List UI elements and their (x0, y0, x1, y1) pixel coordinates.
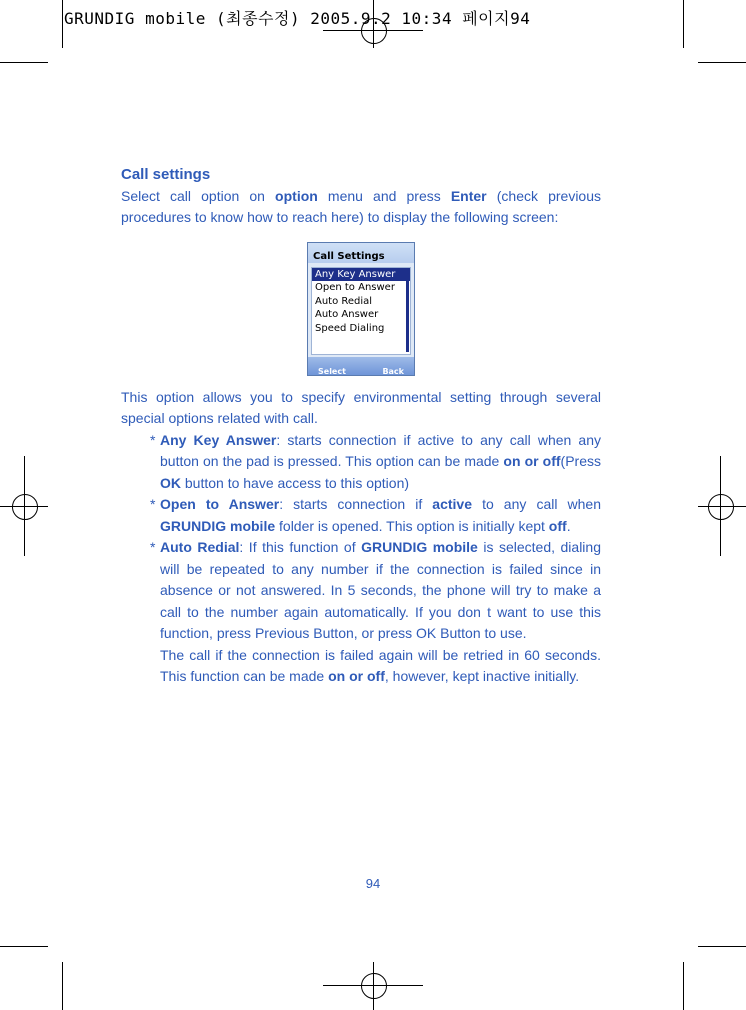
crop-mark (683, 962, 684, 1010)
crop-mark (698, 946, 746, 947)
phone-menu-item-auto-redial: Auto Redial (315, 295, 373, 307)
description-paragraph: This option allows you to specify environmental setting through several special options related with call. (121, 388, 601, 426)
phone-scrollbar (406, 270, 409, 352)
auto-redial-continued: The call if the connection is failed again will be retried in 60 seconds. This function can be made on or off, however, kept inactive initially. (160, 646, 601, 684)
phone-screen-title: Call Settings (308, 243, 414, 263)
phone-softkey-bar (308, 357, 414, 375)
phone-screenshot (307, 242, 415, 376)
crop-mark (683, 0, 684, 48)
phone-menu-item-any-key-answer: Any Key Answer (312, 268, 410, 282)
crop-mark (62, 0, 63, 48)
crop-mark (0, 946, 48, 947)
phone-menu-list (311, 267, 411, 355)
phone-menu-item-speed-dialing: Speed Dialing (315, 322, 385, 334)
crop-mark (62, 962, 63, 1010)
crop-mark (698, 62, 746, 63)
page-content (121, 164, 601, 688)
bullet-any-key-answer: * Any Key Answer: starts connection if active to any call when any button on the pad is pressed. This option can be made on or off(Press OK button to have access to this option) (150, 431, 601, 491)
phone-menu-item-auto-answer: Auto Answer (315, 309, 379, 320)
crop-mark (0, 62, 48, 63)
print-header: GRUNDIG mobile (최종수정) 2005.9.2 10:34 페이지94 (64, 9, 531, 28)
intro-paragraph: Select call option on option menu and press Enter (check previous procedures to know how to reach here) to display the following screen: (121, 187, 601, 225)
softkey-back: Back (382, 366, 404, 376)
bullet-open-to-answer: * Open to Answer: starts connection if active to any call when GRUNDIG mobile folder is opened. This option is initially kept off. (150, 496, 601, 534)
bullet-auto-redial: * Auto Redial: If this function of GRUNDIG mobile is selected, dialing will be repeated to any number if the connection is failed since in absence or not answered. In 5 seconds, the phone will try to make a call to the number again automatically. If you don t want to use this function, press Previous Button, or press OK Button to use. (150, 539, 601, 641)
phone-menu-item-open-to-answer: Open to Answer (315, 282, 395, 293)
section-title: Call settings (121, 166, 211, 183)
page-number: 94 (365, 876, 381, 891)
softkey-select: Select (318, 366, 346, 376)
